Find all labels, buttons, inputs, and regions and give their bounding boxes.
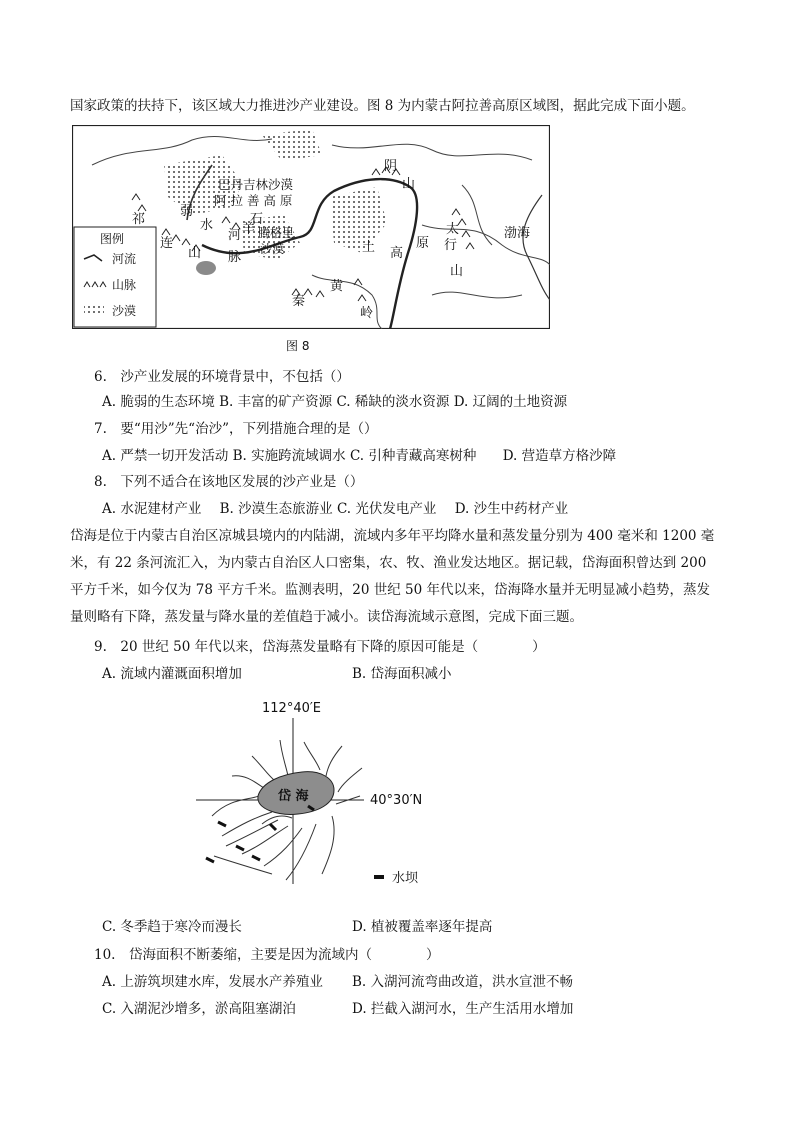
label-tu: 土: [362, 240, 376, 255]
q7-option-b[interactable]: B. 实施跨流域调水: [232, 448, 346, 464]
label-gao: 高: [390, 246, 404, 261]
label-alashan: 阿 拉 善 高 原: [214, 193, 293, 208]
label-shamo: 沙漠: [260, 242, 285, 256]
q10-option-a[interactable]: A. 上游筑坝建水库，发展水产养殖业: [102, 974, 323, 990]
label-mai: 脉: [228, 250, 242, 265]
figure-8-map: [72, 125, 550, 329]
q7-option-a[interactable]: A. 严禁一切开发活动: [102, 448, 229, 464]
q8-option-b[interactable]: B. 沙漠生态旅游业: [219, 501, 333, 517]
label-bohai: 渤海: [504, 226, 531, 241]
label-shui: 水: [200, 218, 214, 233]
q8-stem: 8. 下列不适合在该地区发展的沙产业是（）: [94, 474, 364, 490]
q6-option-b[interactable]: B. 丰富的矿产资源: [219, 394, 333, 410]
q6-option-a[interactable]: A. 脆弱的生态环境: [102, 394, 215, 410]
passage2-line4: 量则略有下降，蒸发量与降水量的差值趋于减小。读岱海流域示意图，完成下面三题。: [70, 609, 583, 625]
label-ruo: 弱: [180, 204, 194, 219]
q6-options: [102, 393, 567, 411]
label-lian: 连: [160, 236, 174, 251]
q8-option-a[interactable]: A. 水泥建材产业: [102, 501, 202, 517]
legend-desert: 沙漠: [112, 304, 137, 318]
q6-stem: 6. 沙产业发展的环境背景中，不包括（）: [94, 369, 350, 385]
daihai-watershed-map: [192, 696, 442, 886]
q8-option-c[interactable]: C. 光伏发电产业: [336, 501, 437, 517]
q8-options: [102, 500, 568, 518]
q9-option-c[interactable]: C. 冬季趋于寒冷而漫长: [102, 919, 242, 935]
q7-option-d[interactable]: D. 营造草方格沙障: [502, 448, 617, 464]
q10-option-c[interactable]: C. 入湖泥沙增多，淤高阻塞湖泊: [102, 1001, 296, 1017]
latitude-label: 40°30′N: [370, 793, 423, 808]
legend-title: 图例: [100, 232, 125, 246]
label-shan-taihang: 山: [450, 264, 464, 279]
label-tengger: 腾格里: [258, 226, 295, 240]
label-badain-jaran: 巴丹吉林沙漠: [218, 177, 294, 192]
label-tai: 太: [446, 222, 460, 237]
label-yin: 阴: [384, 159, 398, 174]
q9-option-d[interactable]: D. 植被覆盖率逐年提高: [352, 919, 493, 935]
label-qi: 祁: [132, 212, 146, 227]
dam-legend-label: 水坝: [392, 871, 419, 886]
label-qin: 秦: [292, 294, 306, 309]
label-ling: 岭: [360, 306, 374, 321]
passage2-line3: 平方千米，如今仅为 78 平方千米。监测表明，20 世纪 50 年代以来，岱海降水量并无明显减小趋势，蒸发: [70, 582, 710, 598]
label-hang: 行: [444, 238, 458, 253]
q9-stem: 9. 20 世纪 50 年代以来，岱海蒸发量略有下降的原因可能是（ ）: [94, 639, 546, 655]
legend-mountain: 山脉: [112, 278, 137, 292]
q7-option-c[interactable]: C. 引种青藏高寒树种: [349, 448, 477, 464]
passage2-line1: 岱海是位于内蒙古自治区凉城县境内的内陆湖，流域内多年平均降水量和蒸发量分别为 400 毫米和 1200 毫: [70, 528, 715, 544]
figure-8-caption: 图 8: [286, 339, 310, 353]
label-he: 河: [228, 228, 242, 243]
lake-label: 岱 海: [278, 789, 309, 804]
q9-option-a[interactable]: A. 流域内灌溉面积增加: [102, 666, 242, 682]
label-huang: 黄: [330, 279, 344, 294]
q10-stem: 10. 岱海面积不断萎缩，主要是因为流域内（ ）: [94, 947, 440, 963]
label-shan-yin: 山: [402, 177, 416, 192]
label-yang: 羊: [242, 222, 256, 237]
intro-text: 国家政策的扶持下，该区域大力推进沙产业建设。图 8 为内蒙古阿拉善高原区域图，据此完成下面小题。: [70, 98, 695, 114]
passage2-line2: 米，有 22 条河流汇入，为内蒙古自治区人口密集，农、牧、渔业发达地区。据记载，岱海面积曾达到 200: [70, 555, 707, 571]
label-shan-qilian: 山: [188, 246, 202, 261]
label-shi: 石: [250, 212, 264, 227]
q10-option-d[interactable]: D. 拦截入湖河水，生产生活用水增加: [352, 1001, 574, 1017]
q9-option-b[interactable]: B. 岱海面积减小: [352, 666, 452, 682]
q10-option-b[interactable]: B. 入湖河流弯曲改道，洪水宣泄不畅: [352, 974, 574, 990]
q8-option-d[interactable]: D. 沙生中药材产业: [454, 501, 569, 517]
q6-option-c[interactable]: C. 稀缺的淡水资源: [336, 394, 450, 410]
legend-river: 河流: [112, 252, 137, 266]
q6-option-d[interactable]: D. 辽阔的土地资源: [453, 394, 568, 410]
label-yuan: 原: [416, 236, 430, 251]
q7-options: [102, 447, 616, 465]
q7-stem: 7. 要“用沙”先“治沙”，下列措施合理的是（）: [94, 421, 378, 437]
longitude-label: 112°40′E: [262, 701, 322, 716]
